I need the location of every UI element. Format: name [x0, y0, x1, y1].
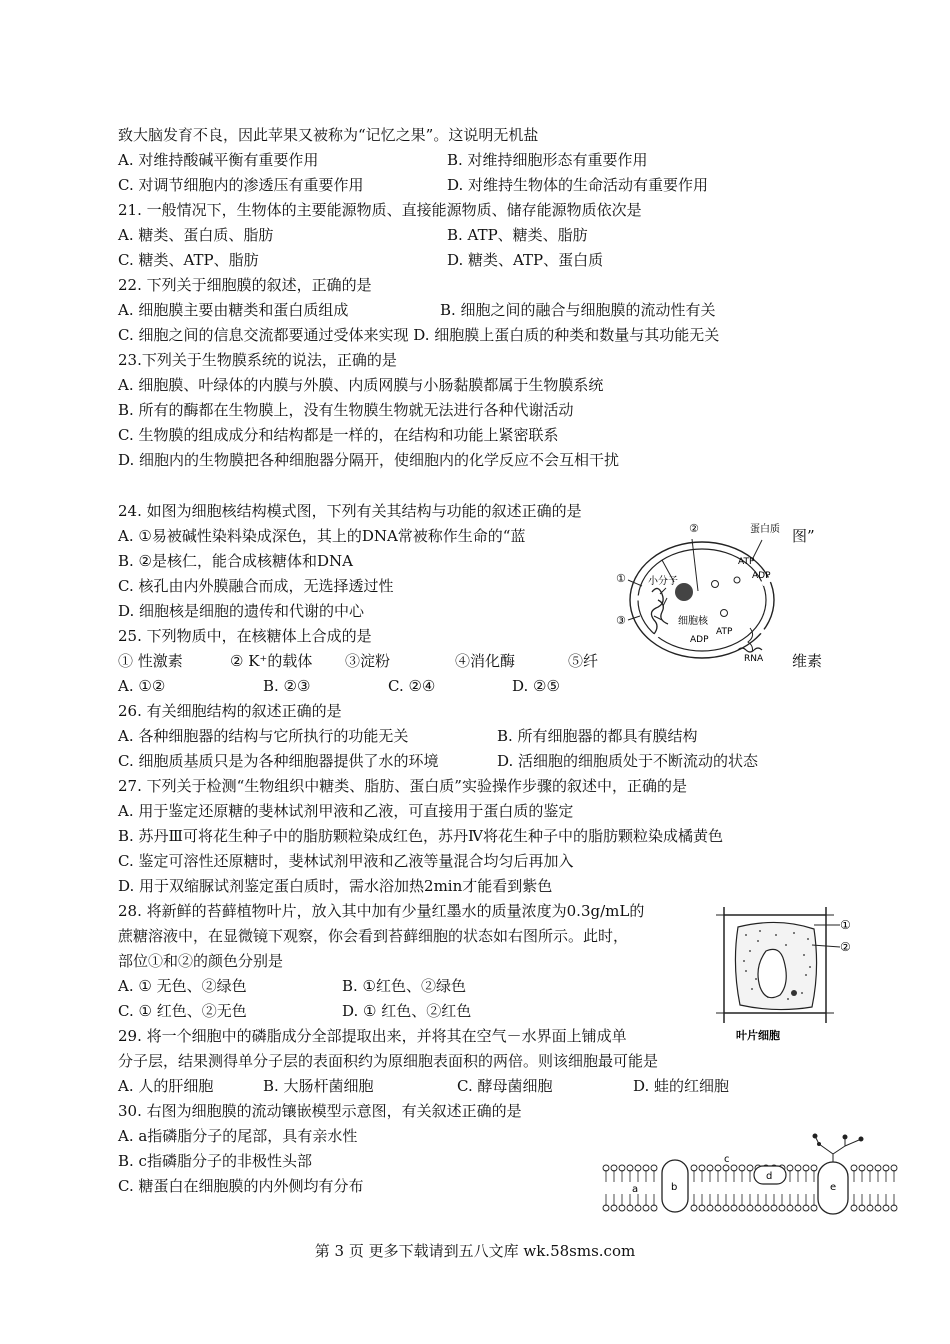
q28-option-a: A. ① 无色、②绿色: [118, 977, 247, 995]
caption-leaf-cell: 叶片细胞: [736, 1029, 780, 1042]
q26-option-d: D. 活细胞的细胞质处于不断流动的状态: [497, 752, 759, 770]
q21-stem: 21. 一般情况下，生物体的主要能源物质、直接能源物质、储存能源物质依次是: [118, 201, 642, 219]
q27-stem: 27. 下列关于检测“生物组织中糖类、脂肪、蛋白质”实验操作步骤的叙述中，正确的是: [118, 777, 687, 795]
q26-stem: 26. 有关细胞结构的叙述正确的是: [118, 702, 342, 720]
label-a: a: [632, 1184, 639, 1195]
q25-item-2: ② K⁺的载体: [230, 652, 313, 670]
page-footer: 第 3 页 更多下载请到五八文库 wk.58sms.com: [314, 1242, 636, 1260]
label-n2: ②: [689, 522, 699, 535]
q23-option-c: C. 生物膜的组成成分和结构都是一样的，在结构和功能上紧密联系: [118, 426, 559, 444]
leaf-cell-diagram: [716, 905, 856, 1043]
q21-option-c: C. 糖类、ATP、脂肪: [118, 251, 259, 269]
q28-stem-1: 28. 将新鲜的苔藓植物叶片，放入其中加有少量红墨水的质量浓度为0.3g/mL的: [118, 902, 645, 920]
label-e: e: [830, 1182, 837, 1193]
q24-option-a: A. ①易被碱性染料染成深色，其上的DNA常被称作生命的“蓝: [118, 527, 526, 545]
q24-option-d: D. 细胞核是细胞的遗传和代谢的中心: [118, 602, 365, 620]
q29-option-b: B. 大肠杆菌细胞: [263, 1077, 374, 1095]
q28-option-d: D. ① 红色、②红色: [342, 1002, 472, 1020]
q29-option-a: A. 人的肝细胞: [118, 1077, 214, 1095]
q23-option-a: A. 细胞膜、叶绿体的内膜与外膜、内质网膜与小肠黏膜都属于生物膜系统: [118, 376, 604, 394]
q22-stem: 22. 下列关于细胞膜的叙述，正确的是: [118, 276, 372, 294]
label-adp-2: ADP: [690, 635, 709, 645]
q30-option-c: C. 糖蛋白在细胞膜的内外侧均有分布: [118, 1177, 364, 1195]
label-adp-1: ADP: [752, 571, 771, 581]
q25-item-4: ④消化酶: [455, 652, 516, 670]
label-nucleus: 细胞核: [678, 616, 708, 627]
q30-stem: 30. 右图为细胞膜的流动镶嵌模型示意图，有关叙述正确的是: [118, 1102, 522, 1120]
label-d: d: [766, 1171, 773, 1182]
q28-option-c: C. ① 红色、②无色: [118, 1002, 247, 1020]
q25-item-5: ⑤纤: [568, 652, 599, 670]
label-protein: 蛋白质: [750, 524, 780, 535]
q25-stem: 25. 下列物质中，在核糖体上合成的是: [118, 627, 372, 645]
q25-option-a: A. ①②: [118, 677, 166, 695]
q25-item-5-end: 维素: [792, 652, 823, 670]
label-m2: ②: [840, 940, 851, 954]
label-n3: ③: [616, 614, 626, 627]
q25-item-1: ① 性激素: [118, 652, 183, 670]
q27-option-c: C. 鉴定可溶性还原糖时，斐林试剂甲液和乙液等量混合均匀后再加入: [118, 852, 574, 870]
q29-stem-1: 29. 将一个细胞中的磷脂成分全部提取出来，并将其在空气－水界面上铺成单: [118, 1027, 627, 1045]
q21-option-d: D. 糖类、ATP、蛋白质: [447, 251, 604, 269]
q20-option-d: D. 对维持生物体的生命活动有重要作用: [447, 176, 709, 194]
q29-option-c: C. 酵母菌细胞: [457, 1077, 553, 1095]
q25-option-c: C. ②④: [388, 677, 436, 695]
q29-stem-2: 分子层，结果测得单分子层的表面积约为原细胞表面积的两倍。则该细胞最可能是: [118, 1052, 659, 1070]
q26-option-b: B. 所有细胞器的都具有膜结构: [497, 727, 698, 745]
label-n1: ①: [616, 572, 626, 585]
q24-option-a-end: 图”: [792, 527, 815, 545]
q28-option-b: B. ①红色、②绿色: [342, 977, 467, 995]
q24-option-b: B. ②是核仁，能合成核糖体和DNA: [118, 552, 353, 570]
label-m1: ①: [840, 918, 851, 932]
q20-option-b: B. 对维持细胞形态有重要作用: [447, 151, 648, 169]
q22-option-b: B. 细胞之间的融合与细胞膜的流动性有关: [440, 301, 716, 319]
q21-option-a: A. 糖类、蛋白质、脂肪: [118, 226, 274, 244]
q20-option-a: A. 对维持酸碱平衡有重要作用: [118, 151, 319, 169]
q25-option-b: B. ②③: [263, 677, 311, 695]
q22-option-c-d: C. 细胞之间的信息交流都要通过受体来实现 D. 细胞膜上蛋白质的种类和数量与其功能无关: [118, 326, 720, 344]
q26-option-c: C. 细胞质基质只是为各种细胞器提供了水的环境: [118, 752, 439, 770]
q22-option-a: A. 细胞膜主要由糖类和蛋白质组成: [118, 301, 349, 319]
q23-option-b: B. 所有的酶都在生物膜上，没有生物膜生物就无法进行各种代谢活动: [118, 401, 574, 419]
q30-option-a: A. a指磷脂分子的尾部，具有亲水性: [118, 1127, 358, 1145]
label-rna: RNA: [744, 654, 764, 664]
q20-option-c: C. 对调节细胞内的渗透压有重要作用: [118, 176, 364, 194]
q24-option-c: C. 核孔由内外膜融合而成，无选择透过性: [118, 577, 394, 595]
q27-option-d: D. 用于双缩脲试剂鉴定蛋白质时，需水浴加热2min才能看到紫色: [118, 877, 553, 895]
nucleus-diagram: [612, 520, 792, 666]
membrane-diagram: [600, 1132, 900, 1218]
q28-stem-2: 蔗糖溶液中，在显微镜下观察，你会看到苔藓细胞的状态如右图所示。此时，: [118, 927, 629, 945]
q21-option-b: B. ATP、糖类、脂肪: [447, 226, 588, 244]
q25-option-d: D. ②⑤: [512, 677, 560, 695]
label-atp-2: ATP: [716, 627, 733, 637]
q26-option-a: A. 各种细胞器的结构与它所执行的功能无关: [118, 727, 409, 745]
label-c: c: [724, 1154, 730, 1165]
q25-item-3: ③淀粉: [345, 652, 391, 670]
q23-option-d: D. 细胞内的生物膜把各种细胞器分隔开，使细胞内的化学反应不会互相干扰: [118, 451, 620, 469]
q29-option-d: D. 蛙的红细胞: [633, 1077, 730, 1095]
q28-stem-3: 部位①和②的颜色分别是: [118, 952, 284, 970]
label-b: b: [671, 1182, 678, 1193]
q27-option-a: A. 用于鉴定还原糖的斐林试剂甲液和乙液，可直接用于蛋白质的鉴定: [118, 802, 574, 820]
q27-option-b: B. 苏丹Ⅲ可将花生种子中的脂肪颗粒染成红色，苏丹Ⅳ将花生种子中的脂肪颗粒染成橘黄色: [118, 827, 724, 845]
q23-stem: 23.下列关于生物膜系统的说法，正确的是: [118, 351, 397, 369]
q30-option-b: B. c指磷脂分子的非极性头部: [118, 1152, 312, 1170]
label-atp-1: ATP: [738, 557, 755, 567]
label-small-molecule: 小分子: [648, 576, 678, 587]
q24-stem: 24. 如图为细胞核结构模式图，下列有关其结构与功能的叙述正确的是: [118, 502, 582, 520]
q20-stem-end: 致大脑发育不良，因此苹果又被称为“记忆之果”。这说明无机盐: [118, 126, 539, 144]
